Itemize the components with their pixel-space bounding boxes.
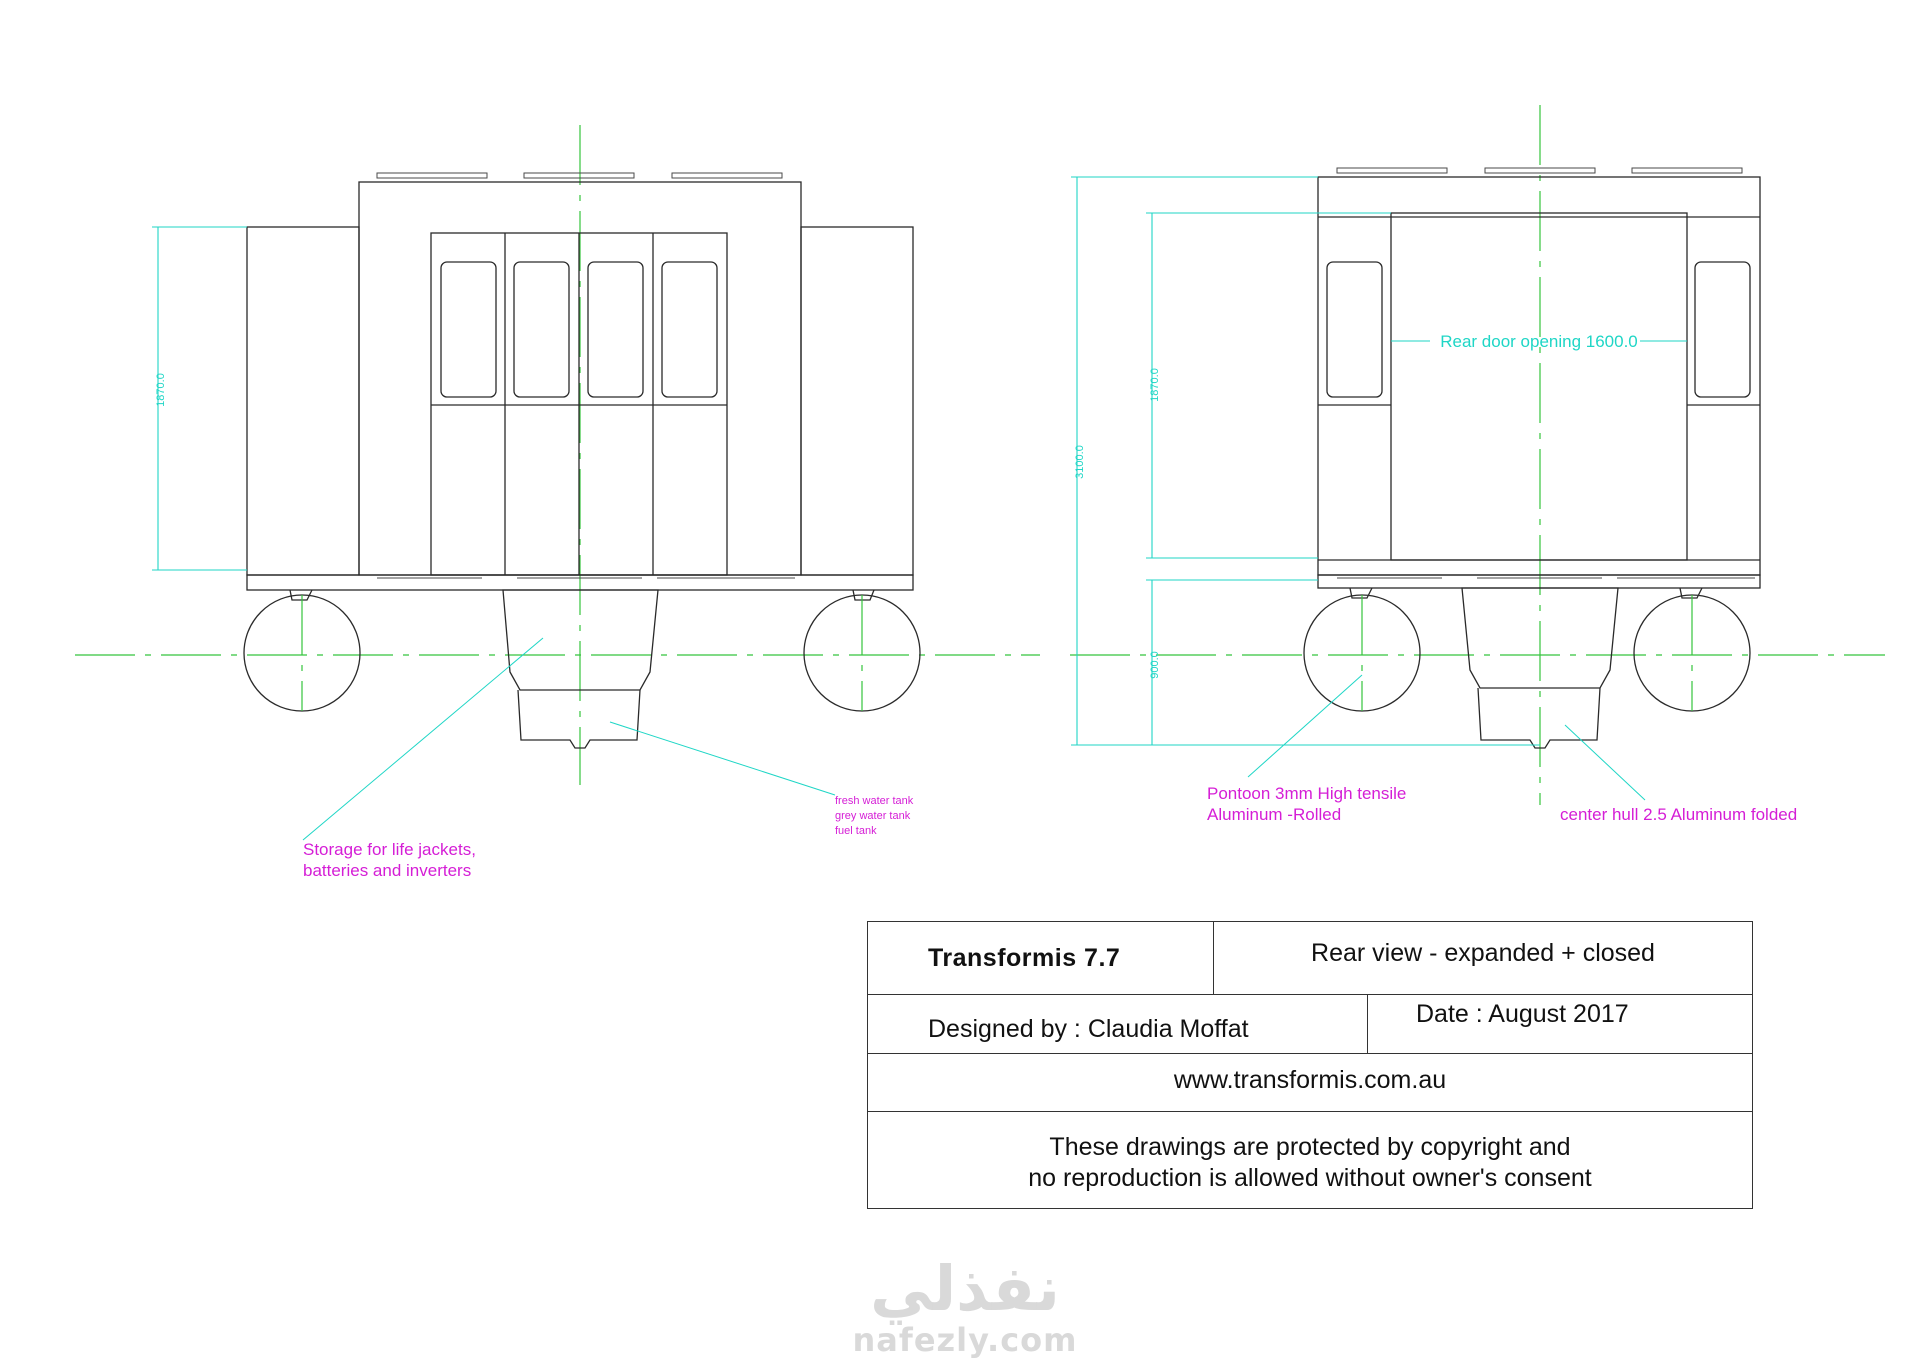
- website: www.transformis.com.au: [1173, 1066, 1447, 1094]
- storage-note-line2: batteries and inverters: [303, 861, 472, 880]
- watermark-logo: [850, 1252, 1080, 1359]
- copyright-notice: [868, 1132, 1752, 1194]
- storage-note-line1: Storage for life jackets,: [303, 840, 476, 859]
- title-block: [867, 921, 1753, 1209]
- right-view-closed: [1070, 105, 1885, 824]
- watermark-latin: nafezly.com: [852, 1321, 1078, 1359]
- right-window-right: [1695, 262, 1750, 397]
- right-cabin-height-dimension: [1146, 213, 1391, 558]
- project-cell: [868, 922, 1214, 994]
- copyright-line-2: no reproduction is allowed without owner's consent: [1028, 1164, 1592, 1192]
- date-cell: [1368, 995, 1752, 1053]
- center-hull-note: center hull 2.5 Aluminum folded: [1560, 805, 1798, 824]
- right-cabin-height-label: 1870.0: [1149, 368, 1161, 402]
- left-height-dimension: [152, 227, 247, 570]
- door-opening-label: Rear door opening 1600.0: [1440, 332, 1638, 351]
- right-window-left: [1327, 262, 1382, 397]
- drawing-date: Date : August 2017: [1416, 1000, 1629, 1028]
- right-roof-panels: [1337, 168, 1742, 173]
- tanks-note-line2: grey water tank: [835, 810, 911, 822]
- left-wing-left: [247, 227, 359, 575]
- designer: Designed by : Claudia Moffat: [928, 1015, 1249, 1043]
- right-pontoons: [1304, 588, 1750, 711]
- title-block-row-copyright: [868, 1112, 1752, 1208]
- left-wing-right: [801, 227, 913, 575]
- project-name: Transformis 7.7: [928, 944, 1121, 972]
- tanks-note-line3: fuel tank: [835, 825, 877, 837]
- pontoon-note-line2: Aluminum -Rolled: [1207, 805, 1342, 824]
- view-cell: [1214, 922, 1752, 994]
- right-hull-height-label: 900.0: [1149, 651, 1161, 679]
- right-hull-height-dimension: [1146, 580, 1318, 745]
- left-pontoons: [244, 590, 920, 711]
- view-description: Rear view - expanded + closed: [1311, 939, 1655, 967]
- title-block-row-title: [868, 922, 1752, 995]
- left-view-expanded: [75, 125, 1040, 880]
- right-deck: [1318, 575, 1760, 588]
- copyright-line-1: These drawings are protected by copyright and: [1049, 1133, 1571, 1161]
- watermark-arabic: نفذلي: [870, 1252, 1060, 1325]
- right-total-height-label: 3100.0: [1074, 445, 1086, 479]
- designer-cell: [868, 995, 1368, 1053]
- right-cabin: [1318, 177, 1760, 575]
- tanks-note-line1: fresh water tank: [835, 795, 914, 807]
- pontoon-note-line1: Pontoon 3mm High tensile: [1207, 784, 1407, 803]
- rear-door: [1391, 213, 1687, 560]
- left-height-dimension-label: 1870.0: [155, 373, 167, 407]
- title-block-row-website: [868, 1054, 1752, 1112]
- title-block-row-credits: [868, 995, 1752, 1054]
- door-opening-dimension: [1391, 332, 1687, 351]
